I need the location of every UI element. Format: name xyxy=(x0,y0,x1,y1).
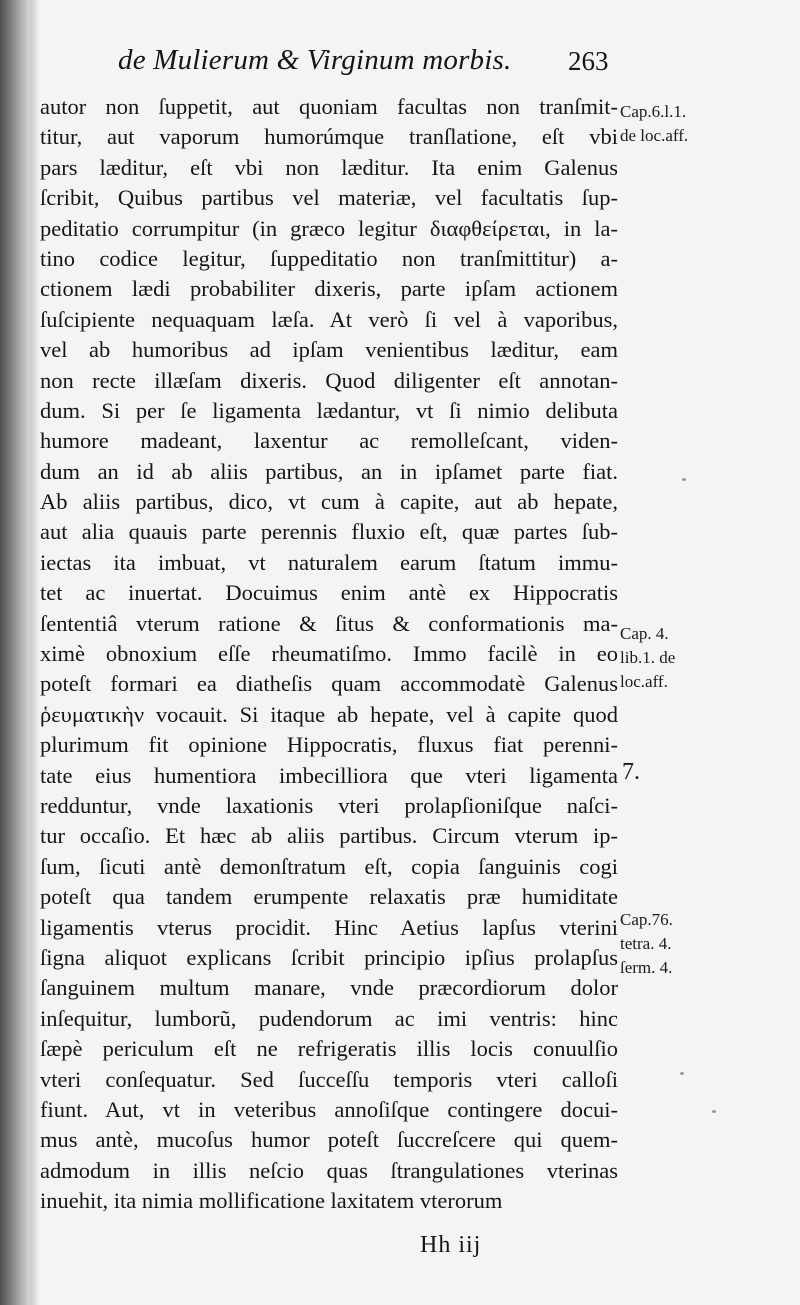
text-line: tate eius humentiora imbecilliora que vteri ligamenta xyxy=(40,762,618,788)
text-line: dum an id ab aliis partibus, an in ipſamet parte fiat. xyxy=(40,458,618,484)
margin-note-line: tetra. 4. xyxy=(620,934,672,953)
text-line: ſuſcipiente nequaquam læſa. At verò ſi vel à vaporibus, xyxy=(40,306,618,332)
page-number: 263 xyxy=(568,46,609,76)
signature-mark: Hh iij xyxy=(420,1232,482,1258)
text-line: poteſt qua tandem erumpente relaxatis præ humiditate xyxy=(40,884,618,910)
running-title: de Mulierum & Virginum morbis. xyxy=(118,44,512,76)
text-line: inſequitur, lumborũ, pudendorum ac imi ventris: hinc xyxy=(40,1005,618,1031)
text-line: tet ac inuertat. Docuimus enim antè ex Hippocratis xyxy=(40,580,618,606)
page-footer xyxy=(0,1232,800,1272)
margin-note-line: Cap.6.l.1. xyxy=(620,102,687,121)
text-line: ctionem lædi probabiliter dixeris, parte ipſam actionem xyxy=(40,276,618,302)
text-line: dum. Si per ſe ligamenta lædantur, vt ſi nimio delibuta xyxy=(40,397,618,423)
margin-note-line: Cap.76. xyxy=(620,910,673,929)
margin-note-line: Cap. 4. xyxy=(620,624,669,643)
margin-note-cap6-lib1 xyxy=(620,100,796,148)
text-line: ligamentis vterus procidit. Hinc Aetius lapſus vterini xyxy=(40,914,618,940)
margin-note-numeral xyxy=(622,760,798,784)
paper-speck xyxy=(712,1110,716,1113)
text-line: aut alia quauis parte perennis fluxio eſt, quæ partes ſub- xyxy=(40,519,618,545)
text-line: pars læditur, eſt vbi non læditur. Ita enim Galenus xyxy=(40,154,618,180)
margin-note-line: loc.aff. xyxy=(620,672,668,691)
text-line: ximè obnoxium eſſe rheumatiſmo. Immo facilè in eo xyxy=(40,641,618,667)
text-line: inuehit, ita nimia mollificatione laxitatem vterorum xyxy=(40,1188,503,1214)
text-line: ſigna aliquot explicans ſcribit principio ipſius prolapſus xyxy=(40,944,618,970)
text-line: vel ab humoribus ad ipſam venientibus læditur, eam xyxy=(40,337,618,363)
text-line: humore madeant, laxentur ac remolleſcant, viden- xyxy=(40,428,618,454)
text-line: ſanguinem multum manare, vnde præcordiorum dolor xyxy=(40,975,618,1001)
margin-note-cap4-lib1 xyxy=(620,622,796,694)
text-line: tino codice legitur, ſuppeditatio non tranſmittitur) a- xyxy=(40,245,618,271)
text-line: admodum in illis neſcio quas ſtrangulationes vterinas xyxy=(40,1157,618,1183)
text-line: plurimum fit opinione Hippocratis, fluxus fiat perenni- xyxy=(40,732,618,758)
text-line: fiunt. Aut, vt in veteribus annoſiſque contingere docui- xyxy=(40,1096,618,1122)
margin-note-cap76-tetra4 xyxy=(620,908,796,980)
margin-note-line: ſerm. 4. xyxy=(620,958,673,977)
text-line: tur occaſio. Et hæc ab aliis partibus. Circum vterum ip- xyxy=(40,823,618,849)
margin-note-line: 7. xyxy=(622,759,640,785)
margin-note-line: de loc.aff. xyxy=(620,126,689,145)
text-line: mus antè, mucoſus humor poteſt ſuccreſcere qui quem- xyxy=(40,1127,618,1153)
text-line: vteri conſequatur. Sed ſucceſſu temporis vteri calloſi xyxy=(40,1066,618,1092)
text-line: ſæpè periculum eſt ne refrigeratis illis locis conuulſio xyxy=(40,1036,618,1062)
text-line: redduntur, vnde laxationis vteri prolapſioniſque naſci- xyxy=(40,792,618,818)
paper-speck xyxy=(680,1072,684,1075)
text-line: non recte illæſam dixeris. Quod diligenter eſt annotan- xyxy=(40,367,618,393)
text-line: iectas ita imbuat, vt naturalem earum ſtatum immu- xyxy=(40,549,618,575)
paper-speck xyxy=(682,478,686,481)
text-line: ſcribit, Quibus partibus vel materiæ, vel facultatis ſup- xyxy=(40,185,618,211)
text-line: ſum, ſicuti antè demonſtratum eſt, copia ſanguinis cogi xyxy=(40,853,618,879)
text-line: ſententiâ vterum ratione & ſitus & conformationis ma- xyxy=(40,610,618,636)
margin-note-line: lib.1. de xyxy=(620,648,676,667)
text-line: peditatio corrumpitur (in græco legitur διαφθείρεται, in la- xyxy=(40,215,618,241)
text-line: titur, aut vaporum humorúmque tranſlatione, eſt vbi xyxy=(40,124,618,150)
text-line: poteſt formari ea diatheſis quam accommodatè Galenus xyxy=(40,671,618,697)
text-line: ῥευματικὴν vocauit. Si itaque ab hepate, vel à capite quod xyxy=(40,701,618,727)
text-line: autor non ſuppetit, aut quoniam facultas non tranſmit- xyxy=(40,94,618,119)
text-line: Ab aliis partibus, dico, vt cum à capite, aut ab hepate, xyxy=(40,489,618,515)
